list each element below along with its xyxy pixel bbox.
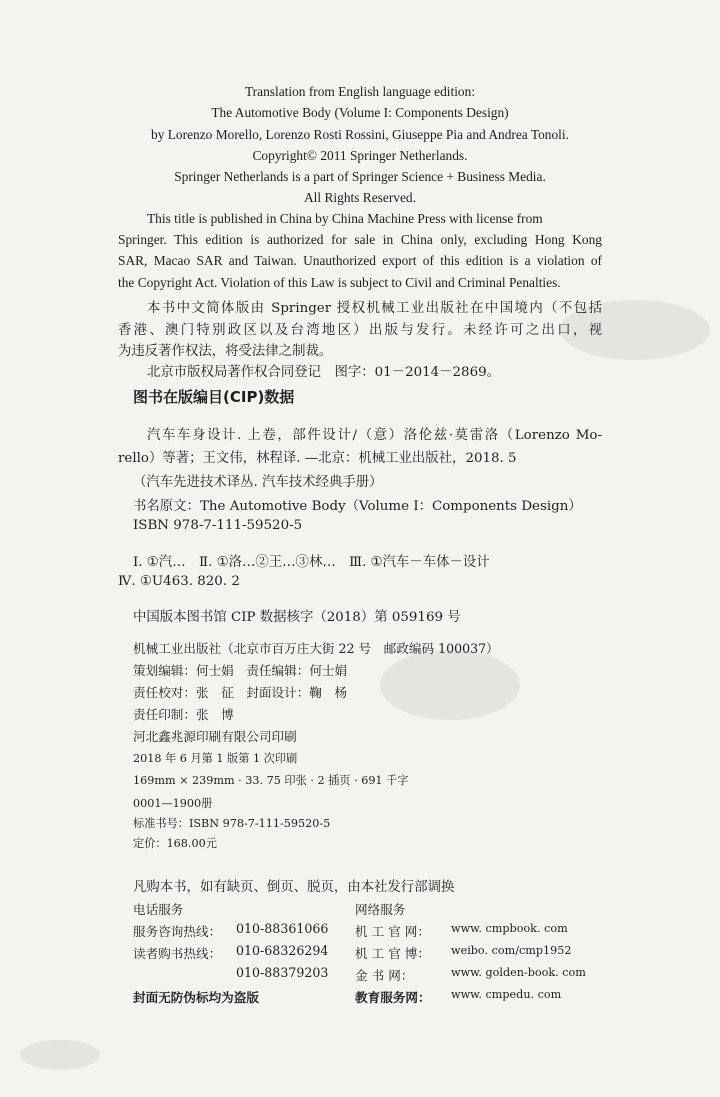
license-line-4: Copyright© 2011 Springer Netherlands. <box>252 148 468 163</box>
edition-info: 2018 年 6 月第 1 版第 1 次印刷 <box>133 752 298 765</box>
license-para-1: This title is published in China by China Machine Press with license from <box>147 211 543 226</box>
license-line-5: Springer Netherlands is a part of Springer Science + Business Media. <box>174 169 546 184</box>
license-zh-3: 为违反著作权法，将受法律之制裁。 <box>118 344 333 359</box>
price: 定价：168.00元 <box>133 837 217 850</box>
cip-line-3: （汽车先进技术译丛. 汽车技术经典手册） <box>133 475 383 490</box>
bleed-through-mark <box>20 1040 100 1070</box>
proofreader-designer: 责任校对：张 征 封面设计：鞠 杨 <box>133 685 348 700</box>
phone-2-label: 读者购书热线： <box>133 946 222 961</box>
weibo-link[interactable]: weibo. com/cmp1952 <box>451 944 572 957</box>
exchange-notice: 凡购本书，如有缺页、倒页、脱页，由本社发行部调换 <box>133 880 455 895</box>
publisher-address: 机械工业出版社（北京市百万庄大街 22 号 邮政编码 100037） <box>133 641 499 656</box>
golden-book-link[interactable]: www. golden-book. com <box>451 966 586 979</box>
license-line-2: The Automotive Body (Volume I: Components Design) <box>211 105 509 120</box>
format-info: 169mm × 239mm · 33. 75 印张 · 2 插页 · 691 千字 <box>133 774 409 787</box>
education-service-link[interactable]: www. cmpedu. com <box>451 988 562 1001</box>
education-service-label: 教育服务网： <box>355 990 431 1005</box>
print-supervisor: 责任印制：张 博 <box>133 707 234 722</box>
website-label: 机 工 官 网： <box>355 924 430 939</box>
cip-classification: Ⅰ. ①汽… Ⅱ. ①洛…②王…③林… Ⅲ. ①汽车－车体－设计 <box>133 555 490 570</box>
phone-3: 010-88379203 <box>236 965 329 980</box>
phone-service-title: 电话服务 <box>133 902 184 917</box>
website-link[interactable]: www. cmpbook. com <box>451 922 568 935</box>
print-run: 0001—1900册 <box>133 797 213 810</box>
phone-1: 010-88361066 <box>236 921 329 936</box>
phone-1-label: 服务咨询热线： <box>133 924 222 939</box>
license-line-1: Translation from English language edition: <box>244 84 476 99</box>
license-line-6: All Rights Reserved. <box>304 190 416 205</box>
printer: 河北鑫兆源印刷有限公司印刷 <box>133 729 297 744</box>
cip-line-4: 书名原文：The Automotive Body（Volume Ⅰ：Components Design） <box>133 499 582 514</box>
license-zh-1: 本书中文简体版由 Springer 授权机械工业出版社在中国境内（不包括 <box>147 301 602 316</box>
cip-record-number: 中国版本图书馆 CIP 数据核字（2018）第 059169 号 <box>133 610 461 625</box>
golden-book-label: 金 书 网： <box>355 968 414 983</box>
cip-heading: 图书在版编目(CIP)数据 <box>133 388 295 406</box>
license-line-3: by Lorenzo Morello, Lorenzo Rosti Rossini, Giuseppe Pia and Andrea Tonoli. <box>151 127 569 142</box>
cip-line-1: 汽车车身设计. 上卷，部件设计/（意）洛伦兹·莫雷洛（Lorenzo Mo- <box>147 428 602 443</box>
license-para-2: Springer. This edition is authorized for sale in China only, excluding Hong Kong <box>118 232 602 247</box>
network-service-title: 网络服务 <box>355 902 406 917</box>
contract-registration: 北京市版权局著作权合同登记 图字：01－2014－2869。 <box>147 365 501 380</box>
cip-line-2: rello）等著；王文伟，林程译. —北京：机械工业出版社，2018. 5 <box>118 451 517 466</box>
license-para-4: the Copyright Act. Violation of this Law is subject to Civil and Criminal Penalties. <box>118 275 561 290</box>
license-zh-2: 香港、澳门特别政区以及台湾地区）出版与发行。未经许可之出口，视 <box>118 323 602 338</box>
standard-book-number: 标准书号：ISBN 978-7-111-59520-5 <box>133 817 331 830</box>
weibo-label: 机 工 官 博： <box>355 946 430 961</box>
anti-counterfeit-notice: 封面无防伪标均为盗版 <box>133 990 259 1005</box>
editors: 策划编辑：何士娟 责任编辑：何士娟 <box>133 663 348 678</box>
cip-classification-number: Ⅳ. ①U463. 820. 2 <box>118 574 240 589</box>
license-para-3: SAR, Macao SAR and Taiwan. Unauthorized export of this edition is a violation of <box>118 253 602 268</box>
bleed-through-mark <box>380 650 520 720</box>
cip-isbn: ISBN 978-7-111-59520-5 <box>133 518 303 533</box>
phone-2: 010-68326294 <box>236 943 329 958</box>
